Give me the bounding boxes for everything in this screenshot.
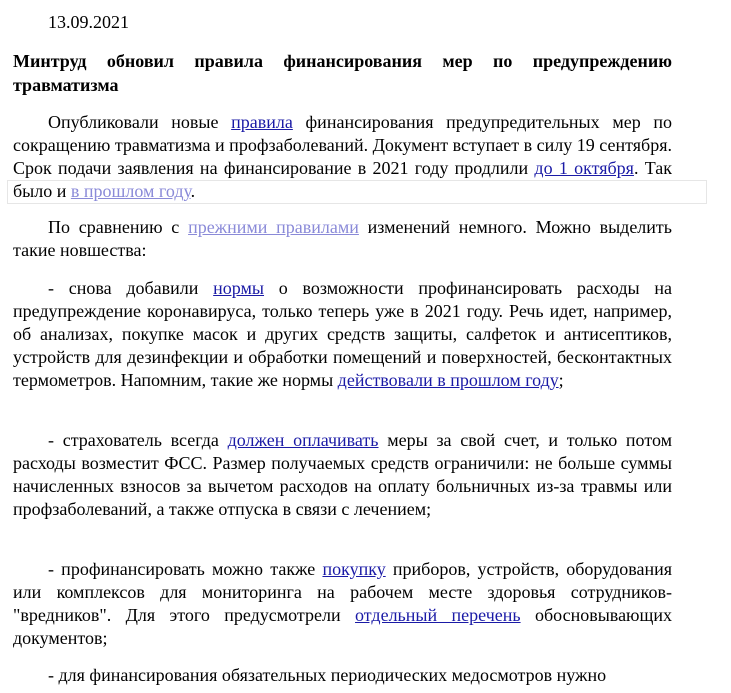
link-until-october-1[interactable]: до 1 октября: [534, 158, 634, 178]
text-run: меры за свой счет, и только потом расходы возместит ФСС. Размер получаемых средств ограничили: не больше суммы начисленных взносов за вычетом расходов на оплату больничных из-за травмы или профзаболеваний, а также отпуска в связи с лечением;: [13, 430, 673, 519]
text-run: приборов, устройств, оборудования или комплексов для мониторинга на рабочем месте здоровья сотрудников-"вредников". Для этого предусмотрели: [13, 559, 672, 625]
link-norms[interactable]: нормы: [213, 278, 265, 298]
link-purchase[interactable]: покупку: [322, 559, 386, 579]
text-run: ;: [558, 370, 564, 390]
text-run: - профинансировать можно также: [48, 559, 323, 579]
link-last-year[interactable]: в прошлом году: [70, 181, 191, 201]
paragraph-item-monitoring: [13, 558, 672, 650]
text-run: По сравнению с: [48, 217, 189, 237]
text-run: обосновывающих документов;: [13, 605, 672, 648]
text-run: - для финансирования обязательных периодических медосмотров нужно: [48, 665, 607, 685]
paragraph-item-payment: [13, 429, 672, 521]
link-must-pay[interactable]: должен оплачивать: [227, 430, 379, 450]
text-run: финансирования предупредительных мер по сокращению травматизма и профзаболеваний. Документ вступает в силу 19 сентября. Срок подачи заявления на финансирование в 2021 году продлили: [13, 112, 672, 178]
text-run: - снова добавили: [48, 278, 214, 298]
link-rules[interactable]: правила: [231, 112, 293, 132]
link-previous-rules[interactable]: прежними правилами: [188, 217, 359, 237]
article-title: Минтруд обновил правила финансирования мер по предупреждению травматизма: [13, 51, 672, 95]
link-valid-last-year[interactable]: действовали в прошлом году: [337, 370, 559, 390]
paragraph-comparison: [13, 216, 672, 262]
text-run: .: [190, 181, 196, 201]
text-run: о возможности профинансировать расходы на предупреждение коронавируса, только теперь уже в 2021 году. Речь идет, например, об анализах, покупке масок и других средств защиты, салфеток и антисептиков, устройств для дезинфекции и обработки помещений и поверхностей, бесконтактных термометров. Напомним, такие же нормы: [13, 278, 672, 390]
text-run: изменений немного. Можно выделить такие новшества:: [13, 217, 672, 260]
text-run: - страхователь всегда: [48, 430, 228, 450]
link-separate-list[interactable]: отдельный перечень: [355, 605, 521, 625]
paragraph-item-medical: [13, 664, 672, 687]
paragraph-intro: [13, 111, 672, 203]
paragraph-item-covid: [13, 277, 672, 392]
text-run: . Так было и: [13, 158, 672, 201]
text-run: Опубликовали новые: [48, 112, 232, 132]
article-date: 13.09.2021: [48, 12, 129, 32]
